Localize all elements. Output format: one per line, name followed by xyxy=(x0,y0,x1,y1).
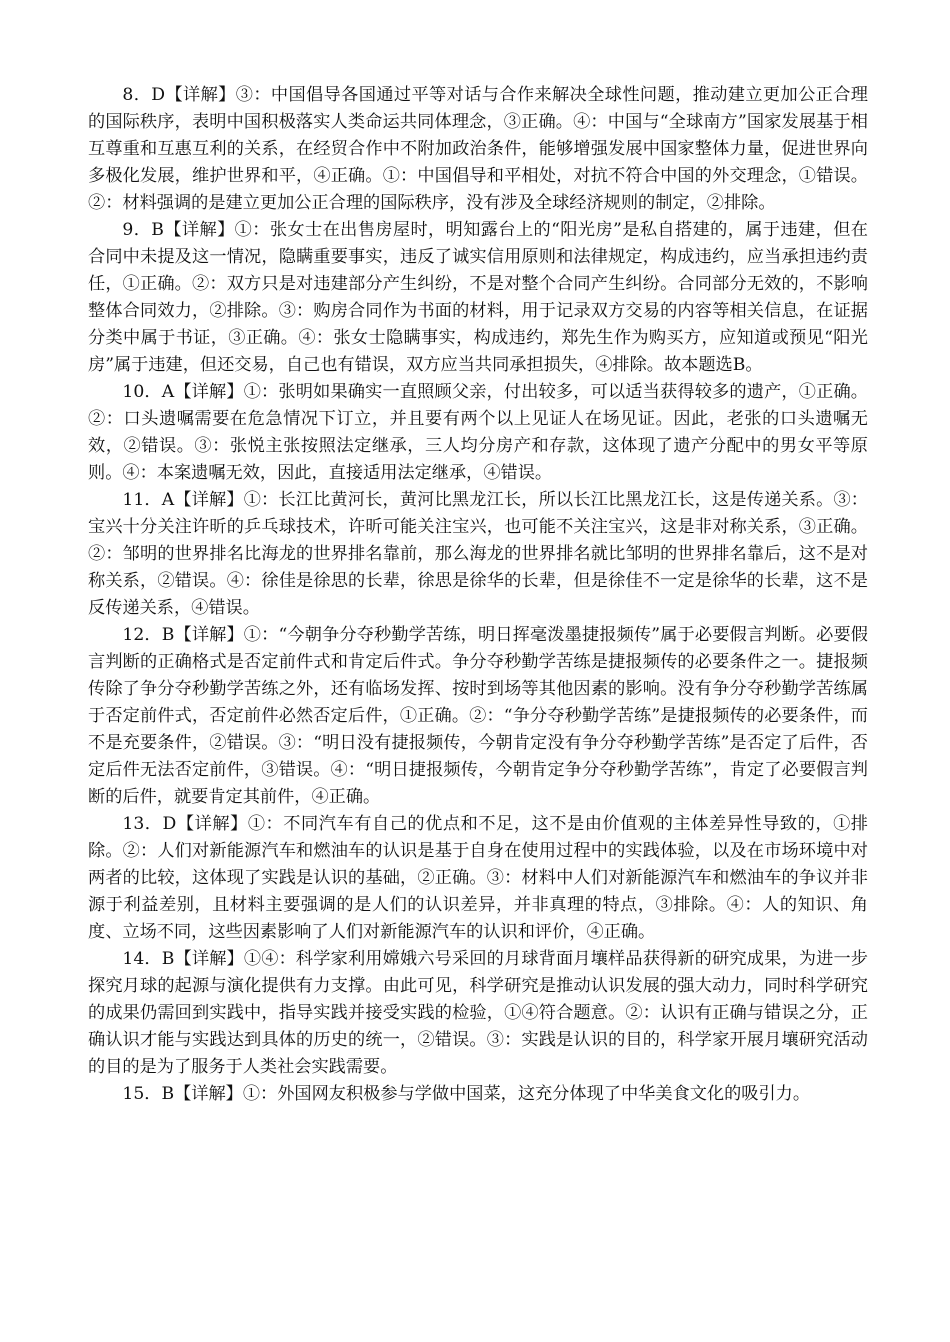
answer-15: 15．B【详解】①：外国网友积极参与学做中国菜，这充分体现了中华美食文化的吸引力。 xyxy=(122,1084,811,1104)
answer-13: 13．D【详解】①：不同汽车有自己的优点和不足，这不是由价值观的主体差异性导致的，①排除。②：人们对新能源汽车和燃油车的认识是基于自身在使用过程中的实践体验，以及在市场环境中对两者的比较，这体现了实践是认识的基础，②正确。③：材料中人们对新能源汽车和燃油车的争议并非源于利益差别，且材料主要强调的是人们的认识差异，并非真理的特点，③排除。④：人的知识、角度、立场不同，这些因素影响了人们对新能源汽车的认识和评价，④正确。 xyxy=(88,814,868,942)
answer-explanations xyxy=(88,82,868,1108)
answer-11: 11．A【详解】①：长江比黄河长，黄河比黑龙江长，所以长江比黑龙江长，这是传递关系。③：宝兴十分关注许昕的乒乓球技术，许昕可能关注宝兴，也可能不关注宝兴，这是非对称关系，③正确。②：邹明的世界排名比海龙的世界排名靠前，那么海龙的世界排名就比邹明的世界排名靠后，这不是对称关系，②错误。④：徐佳是徐思的长辈，徐思是徐华的长辈，但是徐佳不一定是徐华的长辈，这不是反传递关系，④错误。 xyxy=(88,490,868,618)
answer-8: 8．D【详解】③：中国倡导各国通过平等对话与合作来解决全球性问题，推动建立更加公正合理的国际秩序，表明中国积极落实人类命运共同体理念，③正确。④：中国与“全球南方”国家发展基于相互尊重和互惠互利的关系，在经贸合作中不附加政治条件，能够增强发展中国家整体力量，促进世界向多极化发展，维护世界和平，④正确。①：中国倡导和平相处，对抗不符合中国的外交理念，①错误。②：材料强调的是建立更加公正合理的国际秩序，没有涉及全球经济规则的制定，②排除。 xyxy=(88,85,868,213)
answer-12: 12．B【详解】①：“今朝争分夺秒勤学苦练，明日挥毫泼墨捷报频传”属于必要假言判断。必要假言判断的正确格式是否定前件式和肯定后件式。争分夺秒勤学苦练是捷报频传的必要条件之一。捷报频传除了争分夺秒勤学苦练之外，还有临场发挥、按时到场等其他因素的影响。没有争分夺秒勤学苦练属于否定前件式，否定前件必然否定后件，①正确。②：“争分夺秒勤学苦练”是捷报频传的必要条件，而不是充要条件，②错误。③：“明日没有捷报频传，今朝肯定没有争分夺秒勤学苦练”是否定了后件，否定后件无法否定前件，③错误。④：“明日捷报频传，今朝肯定争分夺秒勤学苦练”，肯定了必要假言判断的后件，就要肯定其前件，④正确。 xyxy=(88,625,868,807)
answer-14: 14．B【详解】①④：科学家利用嫦娥六号采回的月球背面月壤样品获得新的研究成果，为进一步探究月球的起源与演化提供有力支撑。由此可见，科学研究是推动认识发展的强大动力，同时科学研究的成果仍需回到实践中，指导实践并接受实践的检验，①④符合题意。②：认识有正确与错误之分，正确认识才能与实践达到具体的历史的统一，②错误。③：实践是认识的目的，科学家开展月壤研究活动的目的是为了服务于人类社会实践需要。 xyxy=(88,949,868,1077)
answer-10: 10．A【详解】①：张明如果确实一直照顾父亲，付出较多，可以适当获得较多的遗产，①正确。②：口头遗嘱需要在危急情况下订立，并且要有两个以上见证人在场见证。因此，老张的口头遗嘱无效，②错误。③：张悦主张按照法定继承，三人均分房产和存款，这体现了遗产分配中的男女平等原则。④：本案遗嘱无效，因此，直接适用法定继承，④错误。 xyxy=(88,382,868,483)
answer-9: 9．B【详解】①：张女士在出售房屋时，明知露台上的“阳光房”是私自搭建的，属于违建，但在合同中未提及这一情况，隐瞒重要事实，违反了诚实信用原则和法律规定，构成违约，应当承担违约责任，①正确。②：双方只是对违建部分产生纠纷，不是对整个合同产生纠纷。合同部分无效的，不影响整体合同效力，②排除。③：购房合同作为书面的材料，用于记录双方交易的内容等相关信息，在证据分类中属于书证，③正确。④：张女士隐瞒事实，构成违约，郑先生作为购买方，应知道或预见“阳光房”属于违建，但还交易，自己也有错误，双方应当共同承担损失，④排除。故本题选B。 xyxy=(88,220,868,375)
